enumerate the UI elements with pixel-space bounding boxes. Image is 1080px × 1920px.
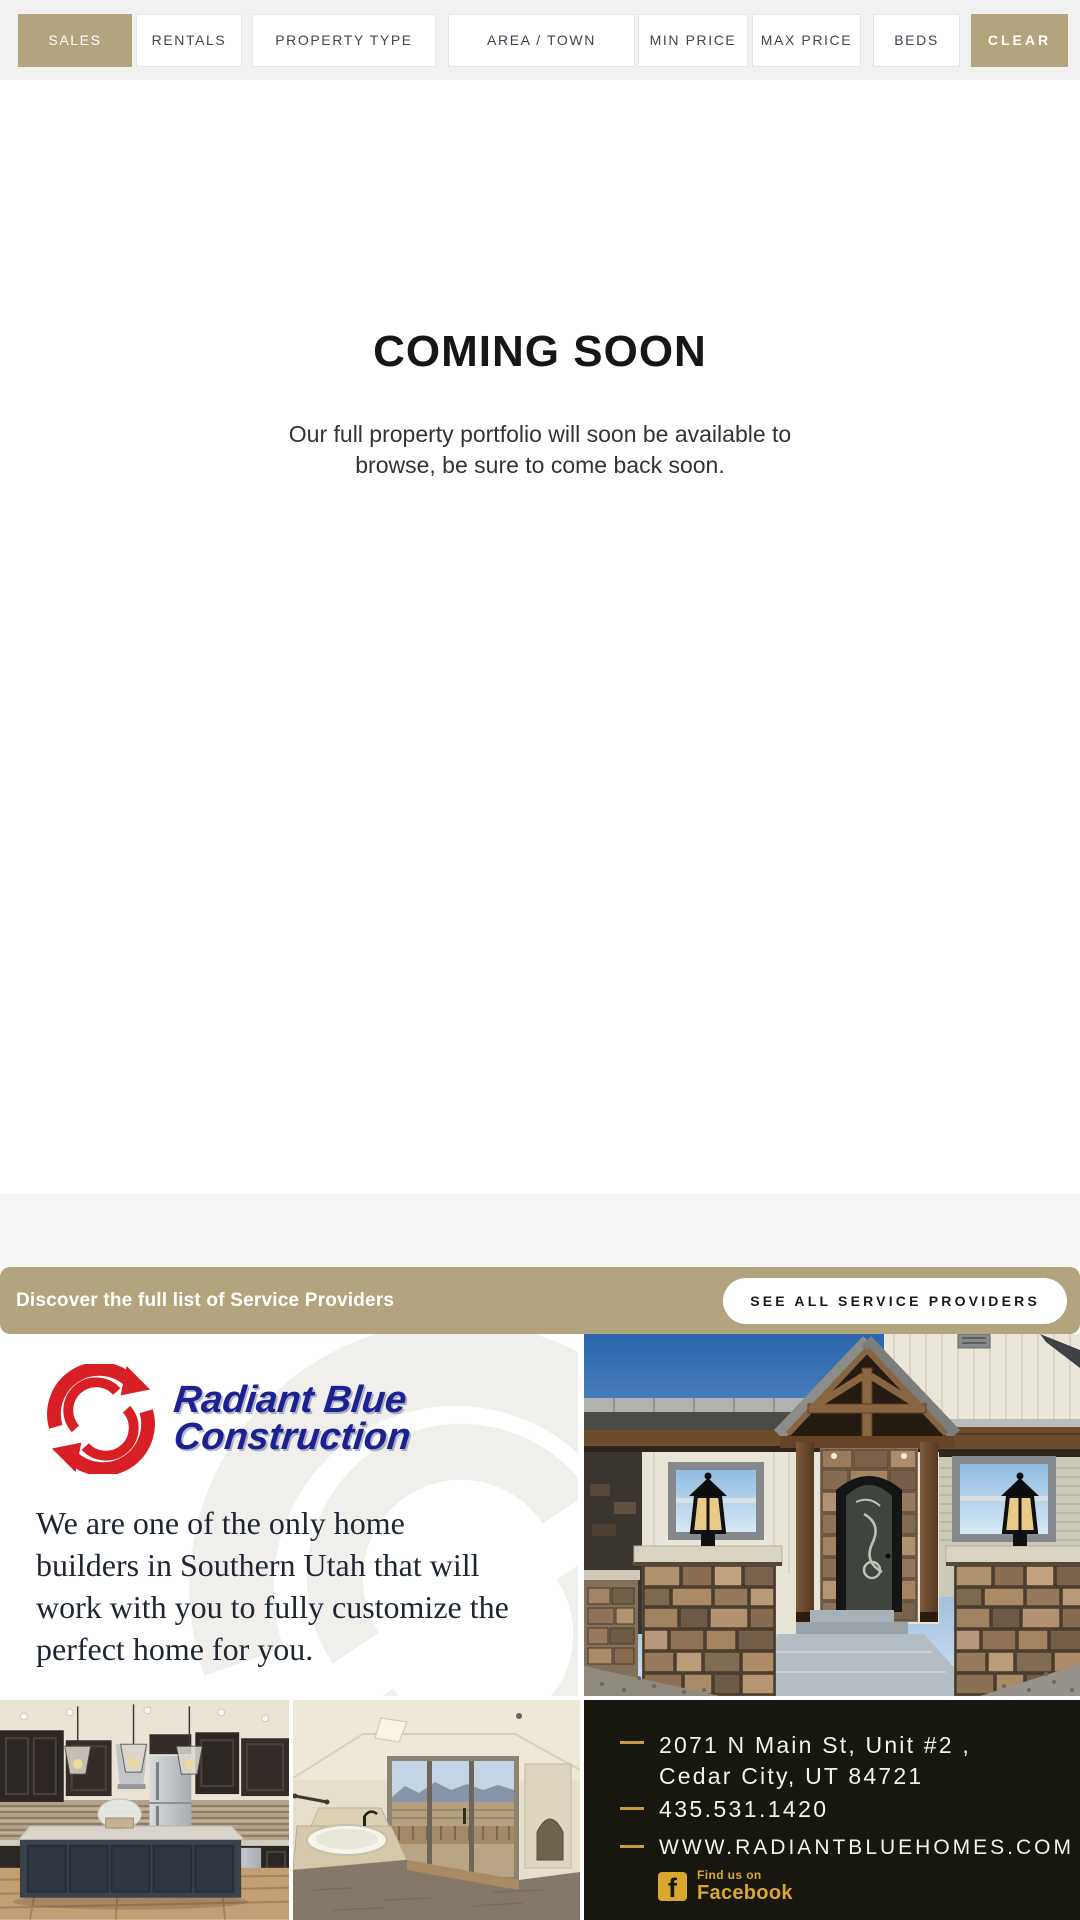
gold-dash-icon [620, 1845, 644, 1848]
banner-label: Discover the full list of Service Providers [16, 1289, 395, 1311]
contact-phone[interactable] [620, 1796, 829, 1823]
filter-beds-button[interactable]: BEDS [873, 14, 960, 67]
gold-dash-icon [620, 1741, 644, 1744]
filter-clear-button[interactable]: CLEAR [971, 14, 1068, 67]
logo-name-line-2: Construction [171, 1416, 413, 1458]
gold-dash-icon [620, 1807, 644, 1810]
filter-sales-button[interactable]: SALES [18, 14, 132, 67]
facebook-label: Facebook [697, 1882, 793, 1904]
description-line: We are one of the only home [36, 1505, 405, 1541]
filter-min-price-button[interactable]: MIN PRICE [638, 14, 748, 67]
facebook-tagline: Find us on [697, 1868, 762, 1882]
photo-kitchen [0, 1700, 289, 1920]
service-provider-card[interactable] [0, 1334, 1080, 1920]
facebook-icon[interactable]: f [658, 1872, 687, 1901]
coming-soon-subtitle [0, 419, 1080, 481]
subtitle-line-1: Our full property portfolio will soon be available to [288, 421, 792, 447]
filter-property-type-button[interactable]: PROPERTY TYPE [252, 14, 436, 67]
website-url[interactable]: WWW.RADIANTBLUEHOMES.COM [659, 1836, 1075, 1859]
provider-contact-block [584, 1700, 1080, 1920]
provider-logo [42, 1364, 413, 1474]
coming-soon-section [0, 80, 1080, 1194]
service-providers-banner [0, 1267, 1080, 1334]
provider-description [36, 1502, 509, 1670]
photo-bonus-room [293, 1700, 580, 1920]
provider-logo-text [171, 1379, 413, 1458]
description-line: work with you to fully customize the [36, 1589, 509, 1625]
address-line-1: 2071 N Main St, Unit #2 , [659, 1732, 971, 1758]
address-line-2: Cedar City, UT 84721 [659, 1763, 924, 1789]
see-all-service-providers-button[interactable]: SEE ALL SERVICE PROVIDERS [723, 1278, 1067, 1324]
filter-area-town-button[interactable]: AREA / TOWN [448, 14, 635, 67]
phone-number[interactable]: 435.531.1420 [659, 1796, 829, 1822]
description-line: builders in Southern Utah that will [36, 1547, 480, 1583]
coming-soon-title: COMING SOON [373, 327, 707, 376]
filter-rentals-button[interactable]: RENTALS [136, 14, 242, 67]
contact-address [620, 1730, 971, 1792]
subtitle-line-2: browse, be sure to come back soon. [355, 452, 725, 478]
filter-bar [0, 0, 1080, 80]
photo-house-entrance [584, 1334, 1080, 1696]
provider-info-panel [0, 1334, 578, 1696]
radiant-swirl-icon [42, 1364, 160, 1474]
contact-website[interactable] [620, 1834, 1074, 1860]
filter-max-price-button[interactable]: MAX PRICE [752, 14, 861, 67]
facebook-link[interactable] [658, 1868, 793, 1905]
logo-name-line-1: Radiant Blue [171, 1379, 409, 1421]
description-line: perfect home for you. [36, 1631, 314, 1667]
section-divider [0, 1194, 1080, 1267]
